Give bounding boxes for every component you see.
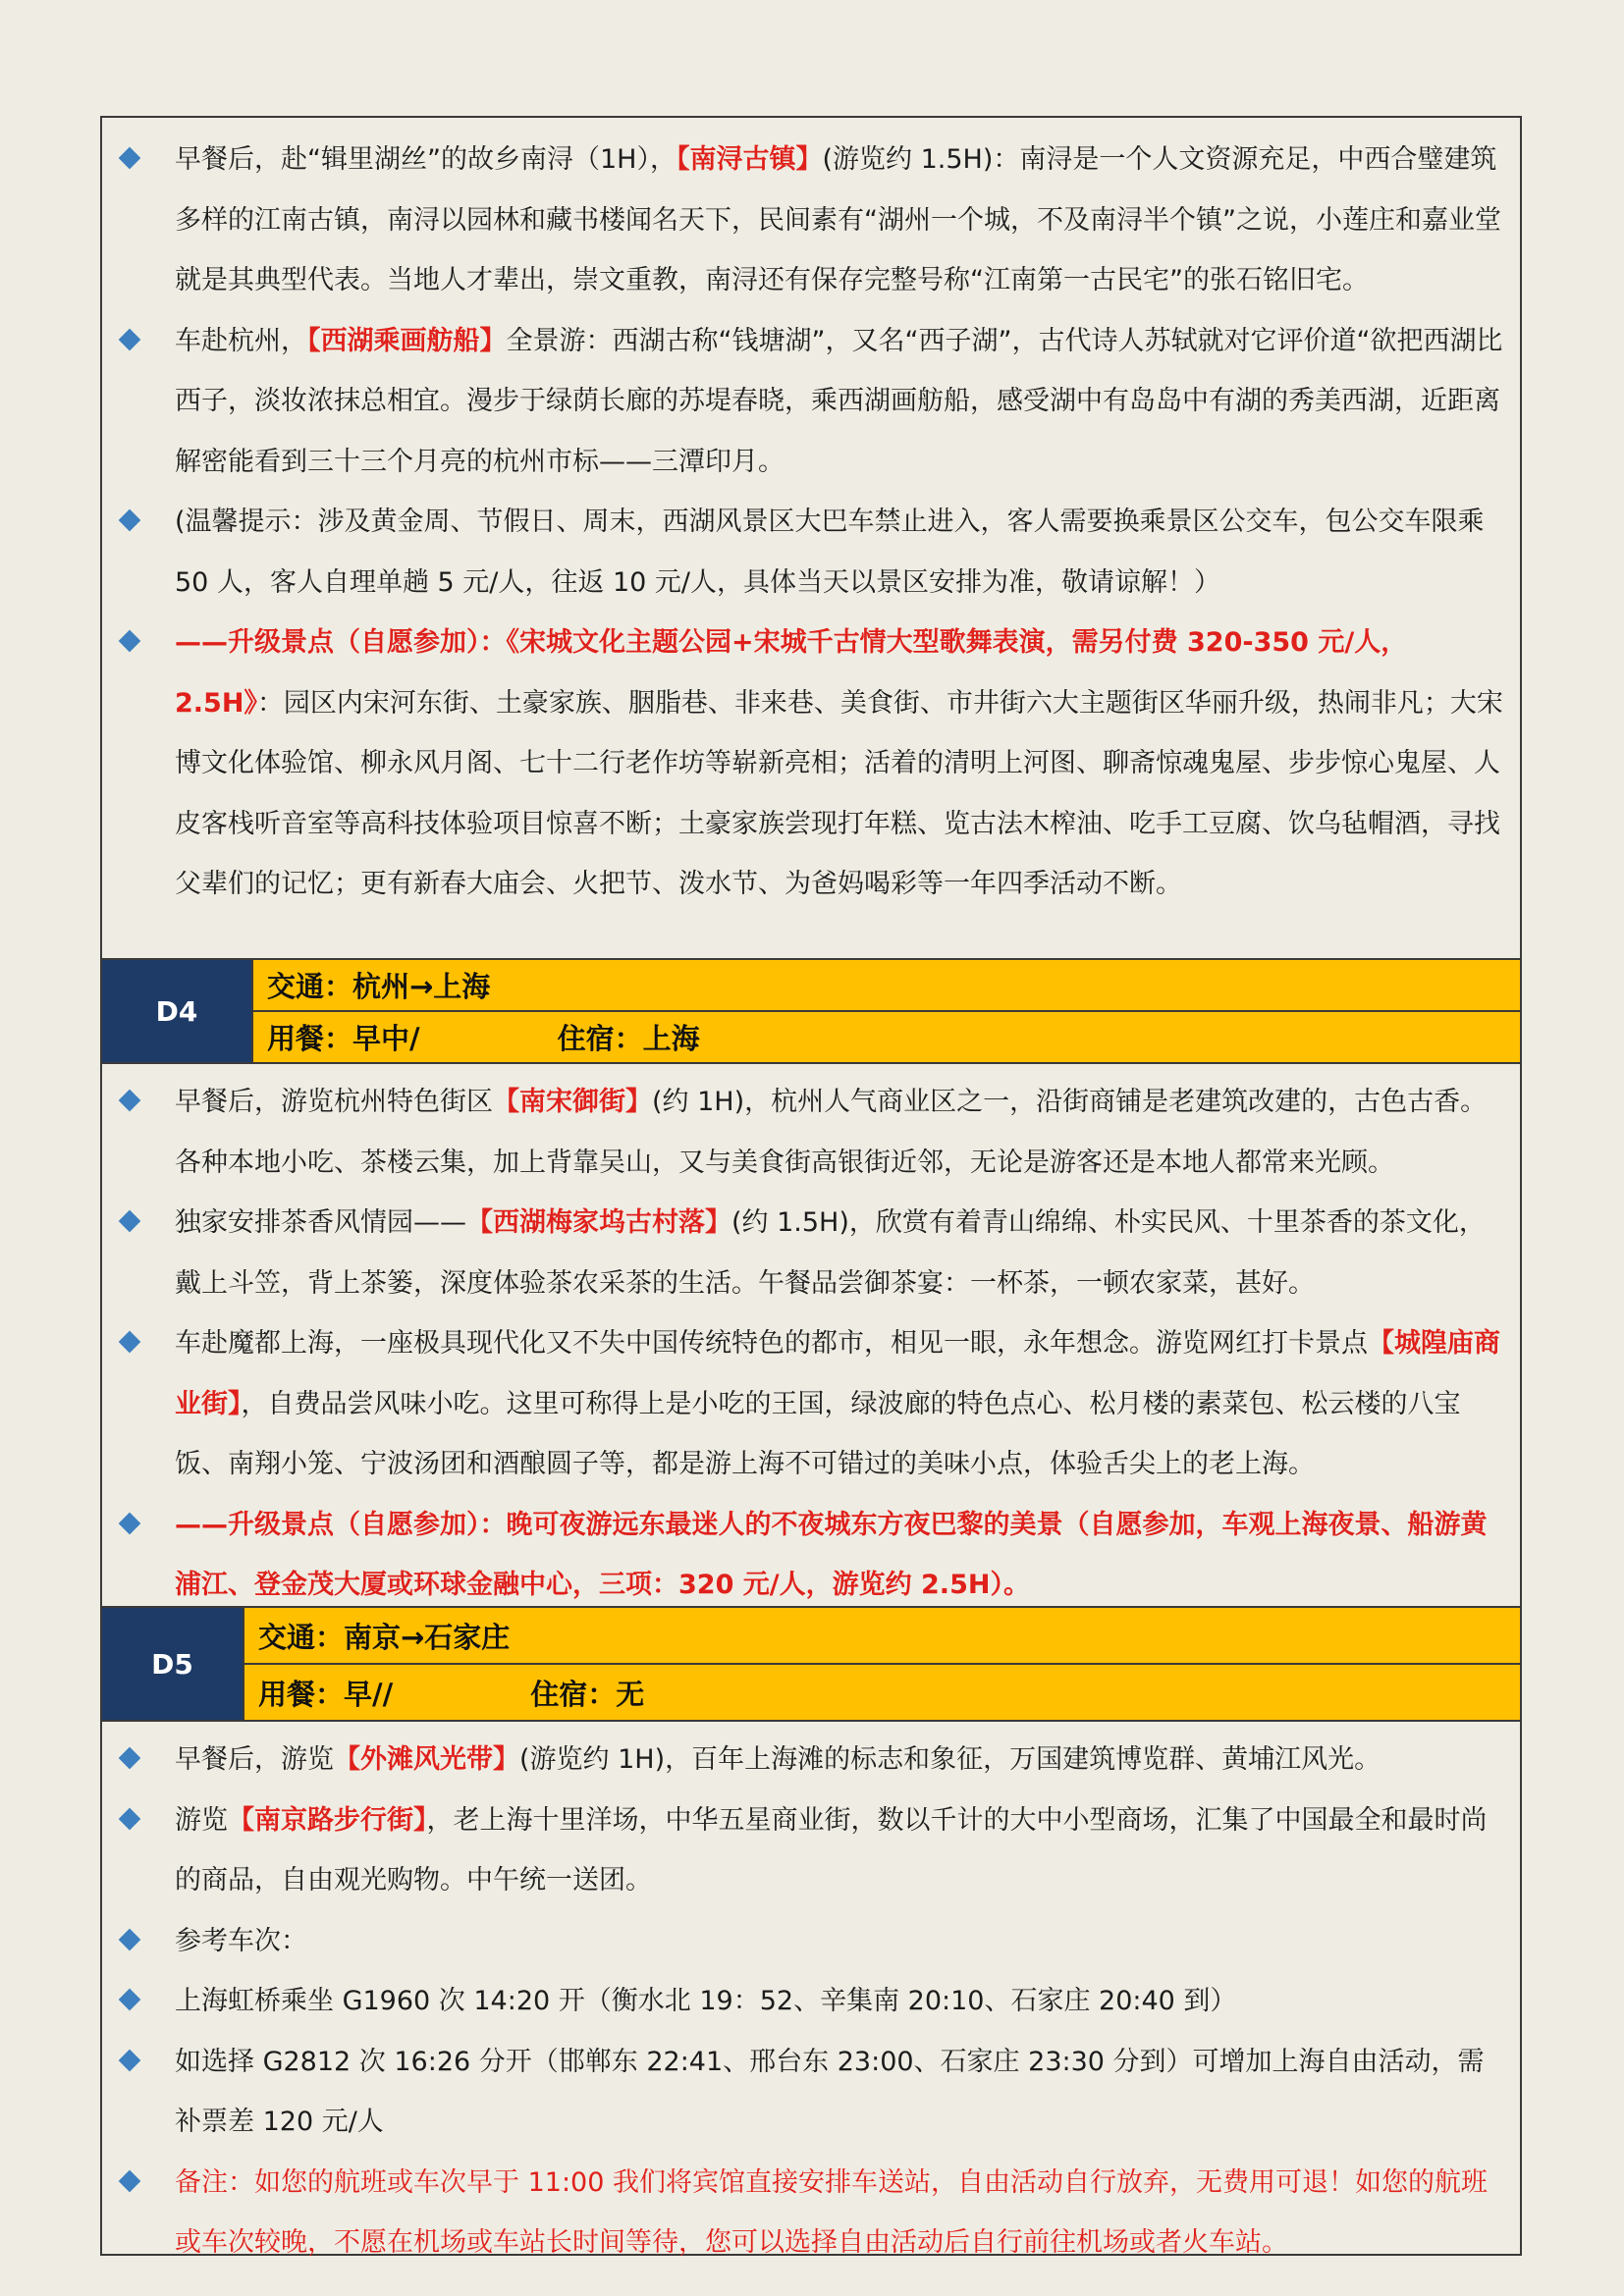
day5-section: [102, 1730, 1520, 2273]
meal-lodging-info: [243, 1663, 1520, 1720]
meals-info: 用餐：早//: [258, 1677, 394, 1711]
item-text: 早餐后，赴“辑里湖丝”的故乡南浔（1H），: [175, 144, 677, 175]
lodging-info: 住宿：上海: [557, 1022, 700, 1055]
itinerary-item: [102, 1790, 1520, 1911]
itinerary-item: [102, 1313, 1520, 1495]
transport-info: 交通：杭州→上海: [251, 960, 1520, 1010]
item-text: 如选择 G2812 次 16:26 分开（邯郸东 22:41、邢台东 23:00、石家庄 23:30 分到）可增加上海自由活动，需补票差 120 元/人: [175, 2046, 1485, 2137]
item-text: 早餐后，游览杭州特色街区: [175, 1087, 493, 1117]
itinerary-item: [102, 1495, 1520, 1616]
item-text: (游览约 1.5H)：南浔是一个人文资源充足，中西合璧建筑多样的江南古镇，南浔以园林和藏书楼闻名天下，民间素有“湖州一个城，不及南浔半个镇”之说，小莲庄和嘉业堂就是其典型代表。当地人才辈出，崇文重教，南浔还有保存完整号称“江南第一古民宅”的张石铭旧宅。: [175, 144, 1501, 295]
itinerary-item: [102, 2153, 1520, 2273]
attraction-name: 【南京路步行街】: [228, 1804, 427, 1836]
item-text: 备注：如您的航班或车次早于 11:00 我们将宾馆直接安排车送站，自由活动自行放弃，无费用可退！如您的航班或车次较晚，不愿在机场或车站长时间等待，您可以选择自由活动后自行前往机场或者火车站。: [175, 2166, 1488, 2258]
itinerary-item: [102, 1730, 1520, 1790]
itinerary-item: [102, 311, 1520, 493]
diamond-bullet-icon: [119, 1928, 141, 1950]
day4-section: [102, 1072, 1520, 1616]
diamond-bullet-icon: [119, 1090, 141, 1112]
diamond-bullet-icon: [119, 630, 141, 653]
item-text: ——升级景点（自愿参加）：晚可夜游远东最迷人的不夜城东方夜巴黎的美景（自愿参加，车观上海夜景、船游黄浦江、登金茂大厦或环球金融中心，三项：320 元/人，游览约 2.5H）。: [175, 1509, 1488, 1600]
itinerary-item: [102, 1971, 1520, 2032]
diamond-bullet-icon: [119, 2169, 141, 2192]
lodging-info: 住宿：无: [530, 1677, 645, 1711]
transport-info: 交通：南京→石家庄: [243, 1608, 1520, 1663]
itinerary-item: [102, 613, 1520, 915]
diamond-bullet-icon: [119, 328, 141, 350]
item-text: 独家安排茶香风情园——: [175, 1207, 466, 1238]
attraction-name: 【城隍庙商业街】: [175, 1328, 1500, 1419]
meals-info: 用餐：早中/: [267, 1022, 420, 1055]
item-text: (约 1.5H)，欣赏有着青山绵绵、朴实民风、十里茶香的茶文化，戴上斗笠，背上茶篓，深度体验茶农采茶的生活。午餐品尝御茶宴：一杯茶，一顿农家菜，甚好。: [175, 1207, 1486, 1299]
day5-header: [102, 1606, 1520, 1722]
item-text: ：园区内宋河东街、土豪家族、胭脂巷、非来巷、美食街、市井街六大主题街区华丽升级，热闹非凡；大宋博文化体验馆、柳永风月阁、七十二行老作坊等崭新亮相；活着的清明上河图、聊斋惊魂鬼屋、步步惊心鬼屋、人皮客栈听音室等高科技体验项目惊喜不断；土豪家族尝现打年糕、览古法木榨油、吃手工豆腐、饮乌毡帽酒，寻找父辈们的记忆；更有新春大庙会、火把节、泼水节、为爸妈喝彩等一年四季活动不断。: [175, 687, 1503, 899]
itinerary-item: [102, 130, 1520, 311]
item-text: ——升级景点（自愿参加）：《宋城文化主题公园+宋城千古情大型歌舞表演，需另付费 320-350 元/人，2.5H》: [175, 627, 1408, 719]
attraction-name: 【西湖乘画舫船】: [307, 325, 507, 356]
item-text: 车赴杭州，: [175, 325, 307, 356]
item-text: 全景游：西湖古称“钱塘湖”，又名“西子湖”，古代诗人苏轼就对它评价道“欲把西湖比西子，淡妆浓抹总相宜。漫步于绿荫长廊的苏堤春晓，乘西湖画舫船，感受湖中有岛岛中有湖的秀美西湖，近距离解密能看到三十三个月亮的杭州市标——三潭印月。: [175, 325, 1503, 477]
diamond-bullet-icon: [119, 1210, 141, 1233]
itinerary-item: [102, 1072, 1520, 1193]
item-text: ，老上海十里洋场，中华五星商业街，数以千计的大中小型商场，汇集了中国最全和最时尚的商品，自由观光购物。中午统一送团。: [175, 1804, 1488, 1896]
attraction-name: 【西湖梅家坞古村落】: [466, 1207, 731, 1238]
day4-header: [102, 958, 1520, 1064]
diamond-bullet-icon: [119, 2049, 141, 2071]
item-text: 游览: [175, 1804, 228, 1836]
diamond-bullet-icon: [119, 1989, 141, 2011]
item-text: (约 1H)，杭州人气商业区之一，沿街商铺是老建筑改建的，古色古香。各种本地小吃、茶楼云集，加上背靠吴山，又与美食街高银街近邻，无论是游客还是本地人都常来光顾。: [175, 1087, 1488, 1178]
item-text: 早餐后，游览: [175, 1744, 334, 1775]
day-label: D5: [102, 1608, 243, 1720]
attraction-name: 【南宋御街】: [493, 1087, 652, 1117]
diamond-bullet-icon: [119, 1512, 141, 1534]
diamond-bullet-icon: [119, 1331, 141, 1354]
diamond-bullet-icon: [119, 509, 141, 532]
item-text: (温馨提示：涉及黄金周、节假日、周末，西湖风景区大巴车禁止进入，客人需要换乘景区公交车，包公交车限乘 50 人，客人自理单趟 5 元/人，往返 10 元/人，具体当天以景区安排为准，敬请谅解！）: [175, 507, 1485, 598]
day-label: D4: [102, 960, 251, 1062]
itinerary-item: [102, 1911, 1520, 1972]
day3-section: [102, 130, 1520, 915]
meal-lodging-info: [251, 1010, 1520, 1062]
itinerary-item: [102, 492, 1520, 613]
attraction-name: 【外滩风光带】: [334, 1744, 519, 1775]
item-text: 参考车次：: [175, 1925, 307, 1956]
item-text: 上海虹桥乘坐 G1960 次 14:20 开（衡水北 19：52、辛集南 20:10、石家庄 20:40 到）: [175, 1986, 1237, 2016]
attraction-name: 【南浔古镇】: [676, 144, 823, 175]
diamond-bullet-icon: [119, 147, 141, 170]
diamond-bullet-icon: [119, 1747, 141, 1770]
itinerary-item: [102, 2032, 1520, 2153]
item-text: 车赴魔都上海，一座极具现代化又不失中国传统特色的都市，相见一眼，永年想念。游览网红打卡景点: [175, 1328, 1368, 1359]
diamond-bullet-icon: [119, 1807, 141, 1830]
item-text: ，自费品尝风味小吃。这里可称得上是小吃的王国，绿波廊的特色点心、松月楼的素菜包、松云楼的八宝饭、南翔小笼、宁波汤团和酒酿圆子等，都是游上海不可错过的美味小点，体验舌尖上的老上海。: [175, 1388, 1461, 1479]
item-text: (游览约 1H)，百年上海滩的标志和象征，万国建筑博览群、黄埔江风光。: [519, 1744, 1381, 1775]
itinerary-item: [102, 1193, 1520, 1313]
itinerary-frame: [100, 116, 1522, 2256]
